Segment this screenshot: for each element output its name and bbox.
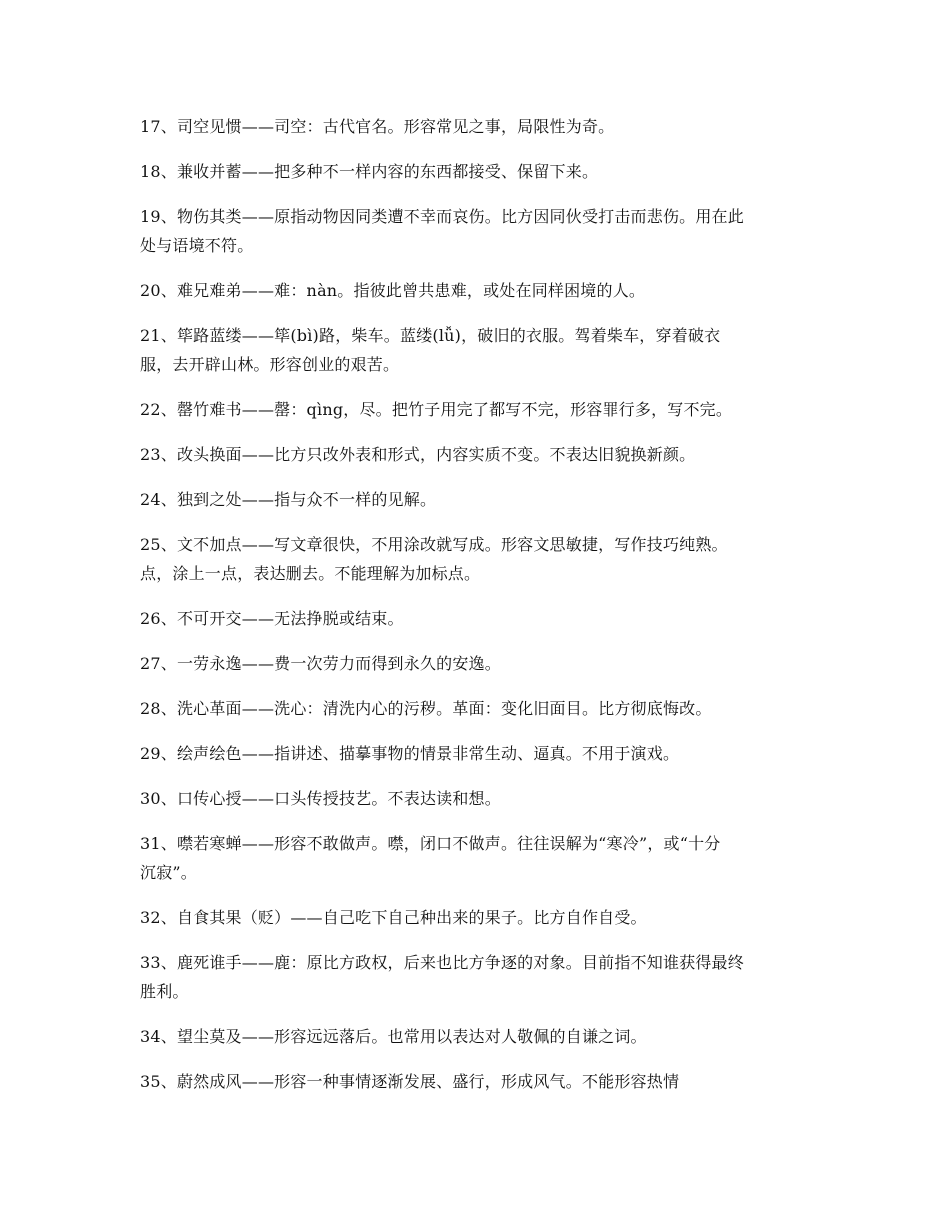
list-item [140,829,812,887]
list-item [140,112,812,141]
list-item [140,694,812,723]
entry-line: 34、望尘莫及——形容远远落后。也常用以表达对人敬佩的自谦之词。 [140,1027,647,1046]
entry-line: 22、罄竹难书——罄：qìng，尽。把竹子用完了都写不完，形容罪行多，写不完。 [140,400,733,419]
entry-line: 处与语境不符。 [140,236,254,255]
list-item [140,604,812,633]
list-item [140,530,812,588]
entry-line: 18、兼收并蓄——把多种不一样内容的东西都接受、保留下来。 [140,162,599,181]
entry-line: 服，去开辟山林。形容创业的艰苦。 [140,355,400,374]
entry-line: 胜利。 [140,982,189,1001]
entry-line: 33、鹿死谁手——鹿：原比方政权，后来也比方争逐的对象。目前指不知谁获得最终 [140,953,744,972]
list-item [140,903,812,932]
list-item [140,1067,812,1096]
entry-line: 点，涂上一点，表达删去。不能理解为加标点。 [140,564,481,583]
entry-line: 35、蔚然成风——形容一种事情逐渐发展、盛行，形成风气。不能形容热情 [140,1072,680,1091]
entry-line: 26、不可开交——无法挣脱或结束。 [140,609,404,628]
list-item [140,784,812,813]
list-item [140,321,812,379]
entry-line: 20、难兄难弟——难：nàn。指彼此曾共患难，或处在同样困境的人。 [140,281,646,300]
entry-line: 28、洗心革面——洗心：清洗内心的污秽。革面：变化旧面目。比方彻底悔改。 [140,699,712,718]
list-item [140,948,812,1006]
entry-line: 31、噤若寒蝉——形容不敢做声。噤，闭口不做声。往往误解为“寒冷”，或“十分 [140,834,721,853]
list-item [140,157,812,186]
idiom-list [140,112,812,1112]
list-item [140,739,812,768]
list-item [140,202,812,260]
entry-line: 24、独到之处——指与众不一样的见解。 [140,490,437,509]
entry-line: 19、物伤其类——原指动物因同类遭不幸而哀伤。比方因同伙受打击而悲伤。用在此 [140,207,744,226]
list-item [140,1022,812,1051]
list-item [140,485,812,514]
entry-line: 29、绘声绘色——指讲述、描摹事物的情景非常生动、逼真。不用于演戏。 [140,744,680,763]
list-item [140,395,812,424]
list-item [140,649,812,678]
entry-line: 17、司空见惯——司空：古代官名。形容常见之事，局限性为奇。 [140,117,615,136]
entry-line: 23、改头换面——比方只改外表和形式，内容实质不变。不表达旧貌换新颜。 [140,445,696,464]
entry-line: 32、自食其果（贬）——自己吃下自己种出来的果子。比方自作自受。 [140,908,647,927]
list-item [140,276,812,305]
list-item [140,440,812,469]
entry-line: 沉寂”。 [140,863,197,882]
entry-line: 21、筚路蓝缕——筚(bì)路，柴车。蓝缕(lǚ)，破旧的衣服。驾着柴车，穿着破衣 [140,326,721,345]
entry-line: 27、一劳永逸——费一次劳力而得到永久的安逸。 [140,654,501,673]
entry-line: 25、文不加点——写文章很快，不用涂改就写成。形容文思敏捷，写作技巧纯熟。 [140,535,728,554]
entry-line: 30、口传心授——口头传授技艺。不表达读和想。 [140,789,501,808]
